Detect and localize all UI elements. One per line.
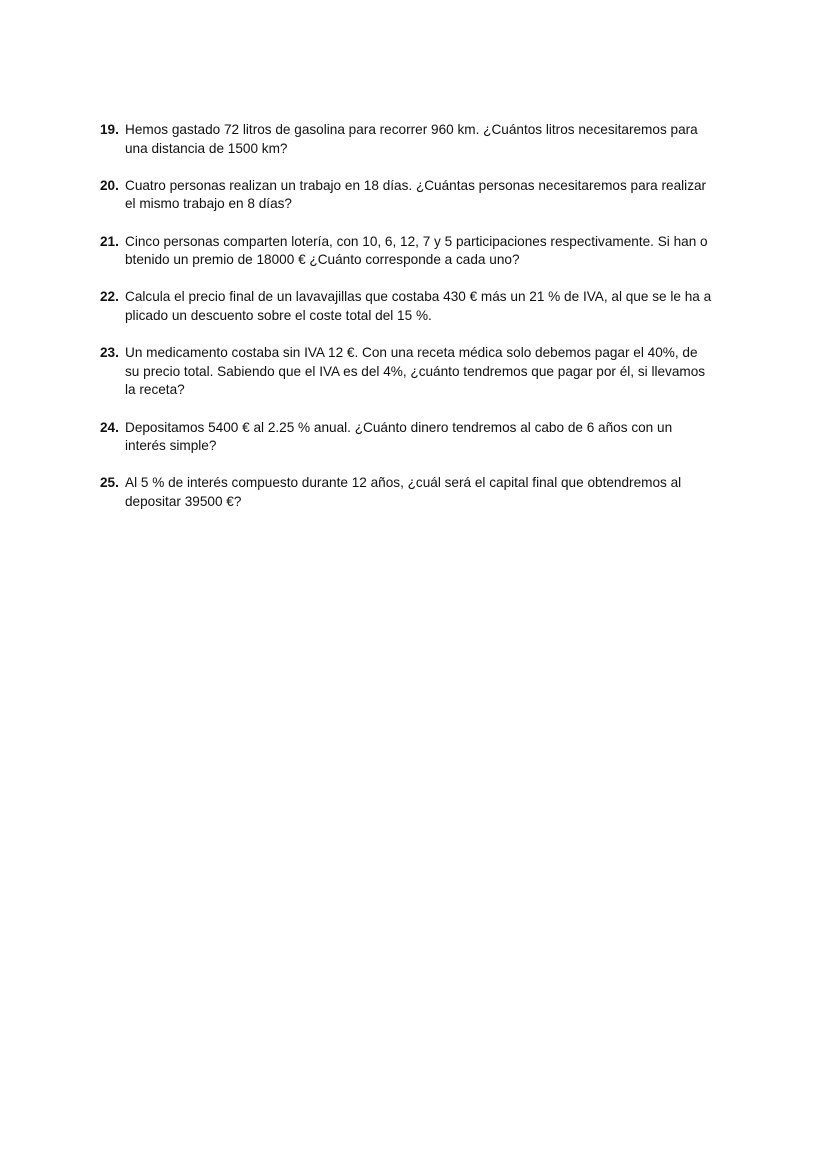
exercise-text [125, 121, 730, 158]
exercise-text-line: depositar 39500 €? [125, 493, 242, 509]
exercise-list [100, 121, 730, 530]
exercise-text-line: el mismo trabajo en 8 días? [125, 196, 292, 212]
exercise-number: 19. [100, 122, 119, 137]
exercise-text-line: interés simple? [125, 438, 217, 454]
exercise-text-line: una distancia de 1500 km? [125, 140, 288, 156]
exercise-text-line: Hemos gastado 72 litros de gasolina para recorrer 960 km. ¿Cuántos litros necesitaremos para [125, 122, 698, 137]
exercise-number: 25. [100, 475, 119, 491]
exercise-22 [100, 288, 730, 325]
exercise-text [125, 177, 730, 214]
exercise-number: 21. [100, 233, 119, 249]
exercise-text [125, 233, 730, 270]
exercise-text-line: Cinco personas comparten lotería, con 10, 6, 12, 7 y 5 participaciones respectivamente. Si han o [125, 233, 708, 249]
exercise-number: 22. [100, 289, 119, 305]
exercise-text-line: Al 5 % de interés compuesto durante 12 años, ¿cuál será el capital final que obtendremos al [125, 475, 682, 491]
exercise-number: 24. [100, 419, 119, 435]
exercise-21 [100, 233, 730, 270]
exercise-number: 20. [100, 177, 119, 193]
exercise-text-line: Cuatro personas realizan un trabajo en 18 días. ¿Cuántas personas necesitaremos para realizar [125, 177, 707, 193]
exercise-text-line: Calcula el precio final de un lavavajillas que costaba 430 € más un 21 % de IVA, al que se le ha a [125, 289, 712, 305]
exercise-number: 23. [100, 345, 119, 361]
exercise-text-line: la receta? [125, 382, 185, 398]
exercise-text-line: Un medicamento costaba sin IVA 12 €. Con una receta médica solo debemos pagar el 40%, de [125, 345, 698, 361]
exercise-text-line: Depositamos 5400 € al 2.25 % anual. ¿Cuánto dinero tendremos al cabo de 6 años con un [125, 419, 673, 435]
exercise-text [125, 474, 730, 511]
exercise-text-line: btenido un premio de 18000 € ¿Cuánto corresponde a cada uno? [125, 252, 520, 268]
exercise-24 [100, 419, 730, 456]
exercise-19 [100, 121, 730, 158]
exercise-20 [100, 177, 730, 214]
exercise-23 [100, 344, 730, 400]
exercise-text [125, 344, 730, 400]
exercise-text [125, 419, 730, 456]
exercise-text-line: plicado un descuento sobre el coste total del 15 %. [125, 307, 432, 323]
exercise-text-line: su precio total. Sabiendo que el IVA es del 4%, ¿cuánto tendremos que pagar por él, si llevamos [125, 363, 706, 379]
exercise-25 [100, 474, 730, 511]
exercise-text [125, 288, 730, 325]
